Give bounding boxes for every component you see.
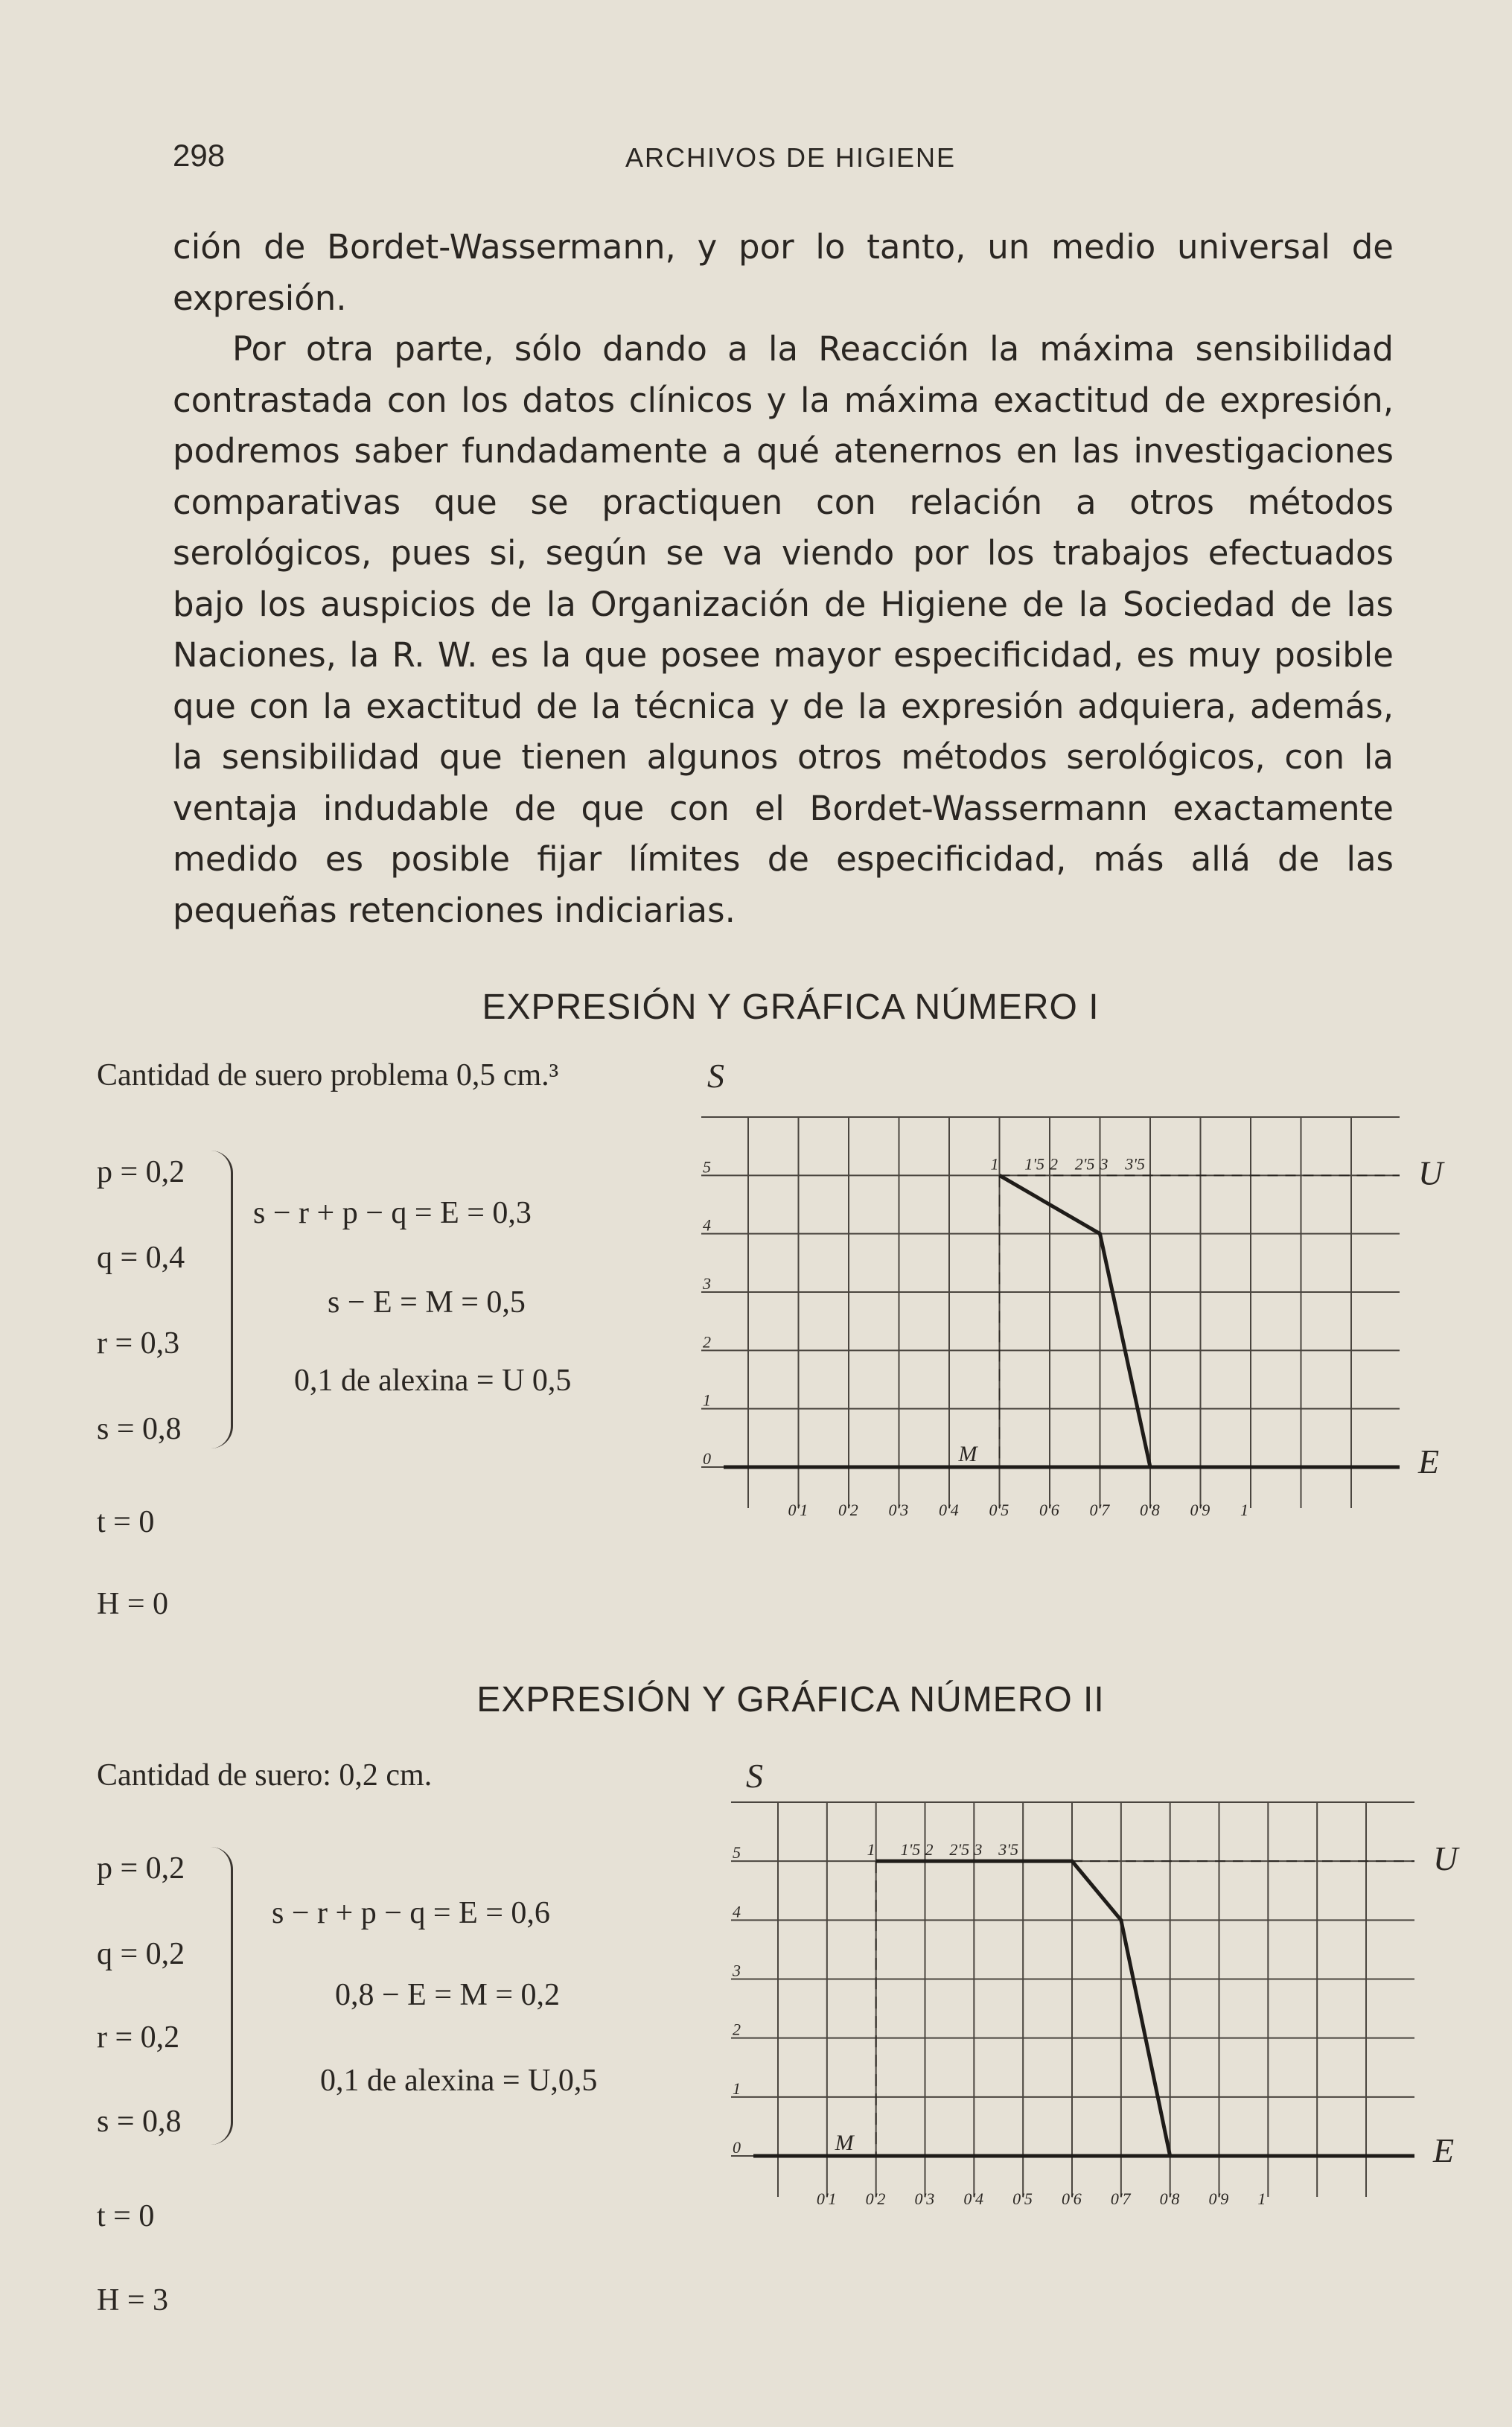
figure1-brace [201, 1151, 233, 1448]
figure2-equation-3: 0,1 de alexina = U,0,5 [320, 2064, 598, 2098]
x-tick-label: 0'6 [1062, 2189, 1082, 2208]
figure2-var-r: r = 0,2 [97, 2020, 180, 2055]
page-number: 298 [173, 138, 226, 173]
figure1-var-s: s = 0,8 [97, 1412, 182, 1446]
x-tick-label: 0'4 [963, 2189, 984, 2208]
x-tick-label: 0'5 [989, 1501, 1009, 1519]
x-tick-label: 0'3 [914, 2189, 935, 2208]
label-e: E [1418, 1442, 1440, 1480]
figure2-var-t: t = 0 [97, 2199, 155, 2233]
figure2-var-p: p = 0,2 [97, 1851, 185, 1886]
x-tick-label: 0'6 [1039, 1501, 1059, 1519]
x-tick-label: 0'9 [1208, 2189, 1229, 2208]
series-curve [1000, 1175, 1151, 1467]
top-tick-label: 3'5 [1125, 1154, 1145, 1174]
top-tick-label: 1 [867, 1840, 875, 1860]
figure2-var-s: s = 0,8 [97, 2105, 182, 2139]
figure2-var-H: H = 3 [97, 2283, 169, 2318]
chart-axis-letter-s: S [746, 1757, 763, 1795]
figure1-equation-3: 0,1 de alexina = U 0,5 [294, 1364, 572, 1398]
chart-axis-letter-s: S [707, 1057, 724, 1095]
top-tick-label: 2 [1050, 1154, 1058, 1174]
page-header [173, 138, 1409, 182]
figure2-equation-1: s − r + p − q = E = 0,6 [272, 1896, 550, 1930]
y-tick-label: 0 [703, 1449, 711, 1468]
top-tick-label: 3'5 [998, 1840, 1018, 1860]
x-tick-label: 1 [1257, 2189, 1266, 2208]
figure2-brace [201, 1847, 233, 2145]
figure1-var-q: q = 0,4 [97, 1241, 185, 1275]
label-u: U [1433, 1839, 1458, 1878]
x-tick-label: 0'4 [939, 1501, 959, 1519]
y-tick-label: 5 [703, 1157, 711, 1177]
top-tick-label: 3 [974, 1840, 983, 1860]
figure1-heading: EXPRESIÓN Y GRÁFICA NÚMERO I [482, 987, 1100, 1027]
top-tick-label: 2'5 [949, 1840, 970, 1860]
x-tick-label: 0'1 [816, 2189, 837, 2208]
y-tick-label: 3 [733, 1961, 741, 1980]
figure2-quantity: Cantidad de suero: 0,2 cm. [97, 1758, 433, 1793]
x-tick-label: 0'9 [1190, 1501, 1210, 1519]
figure1-var-r: r = 0,3 [97, 1326, 180, 1361]
figure1-equation-1: s − r + p − q = E = 0,3 [253, 1196, 532, 1230]
y-tick-label: 4 [733, 1902, 741, 1921]
top-tick-label: 2'5 [1074, 1154, 1095, 1174]
x-tick-label: 0'1 [788, 1501, 808, 1519]
y-tick-label: 0 [733, 2138, 741, 2157]
top-tick-label: 3 [1100, 1154, 1109, 1174]
figure1-var-t: t = 0 [97, 1505, 155, 1539]
x-tick-label: 0'7 [1089, 1501, 1110, 1519]
x-tick-label: 0'2 [865, 2189, 886, 2208]
y-tick-label: 1 [733, 2078, 741, 2098]
label-m: M [958, 1442, 977, 1466]
top-tick-label: 1'5 [1024, 1154, 1044, 1174]
top-tick-label: 1'5 [900, 1840, 921, 1860]
x-tick-label: 0'2 [838, 1501, 858, 1519]
running-head: ARCHIVOS DE HIGIENE [625, 142, 957, 173]
paragraph-1: ción de Bordet-Wassermann, y por lo tanto, un medio universal de expresión. [173, 227, 1394, 318]
y-tick-label: 4 [703, 1215, 711, 1235]
top-tick-label: 1 [990, 1154, 999, 1174]
y-tick-label: 1 [703, 1390, 711, 1410]
y-tick-label: 5 [733, 1843, 741, 1863]
y-tick-label: 3 [703, 1274, 711, 1293]
x-tick-label: 0'8 [1140, 1501, 1160, 1519]
figure2-equation-2: 0,8 − E = M = 0,2 [335, 1978, 561, 2012]
figure2-heading: EXPRESIÓN Y GRÁFICA NÚMERO II [476, 1680, 1105, 1720]
y-tick-label: 2 [703, 1332, 711, 1352]
figure1-quantity: Cantidad de suero problema 0,5 cm.³ [97, 1058, 559, 1092]
top-tick-label: 2 [925, 1840, 934, 1860]
y-tick-label: 2 [733, 2020, 741, 2039]
figure1-chart [670, 1054, 1474, 1545]
x-tick-label: 0'5 [1012, 2189, 1033, 2208]
body-text [173, 222, 1394, 936]
x-tick-label: 0'7 [1110, 2189, 1131, 2208]
figure1-var-p: p = 0,2 [97, 1155, 185, 1189]
figure2-chart [700, 1754, 1489, 2230]
x-tick-label: 0'3 [888, 1501, 909, 1519]
x-tick-label: 1 [1240, 1501, 1248, 1519]
figure2-var-q: q = 0,2 [97, 1937, 185, 1971]
label-e: E [1433, 2131, 1455, 2169]
figure1-equation-2: s − E = M = 0,5 [328, 1285, 526, 1320]
figure1-var-H: H = 0 [97, 1587, 169, 1621]
label-u: U [1418, 1154, 1444, 1192]
x-tick-label: 0'8 [1159, 2189, 1180, 2208]
paragraph-2: Por otra parte, sólo dando a la Reacción la máxima sensibilidad contrastada con los datos clínicos y la máxima exactitud de expresión, podremos saber fundadamente a qué atenernos en las investigaciones comparativas que se practiquen con relación a otros métodos serológicos, pues si, según se va viendo por los trabajos efectuados bajo los auspicios de la Organización de Higiene de la Sociedad de las Naciones, la R. W. es la que posee mayor especificidad, es muy posible que con la exactitud de la técnica y de la expresión adquiera, además, la sensibilidad que tienen algunos otros métodos serológicos, con la ventaja indudable de que con el Bordet-Wassermann exactamente medido es posible fijar límites de especificidad, más allá de las pequeñas retenciones indiciarias. [173, 329, 1394, 930]
label-m: M [835, 2131, 854, 2155]
